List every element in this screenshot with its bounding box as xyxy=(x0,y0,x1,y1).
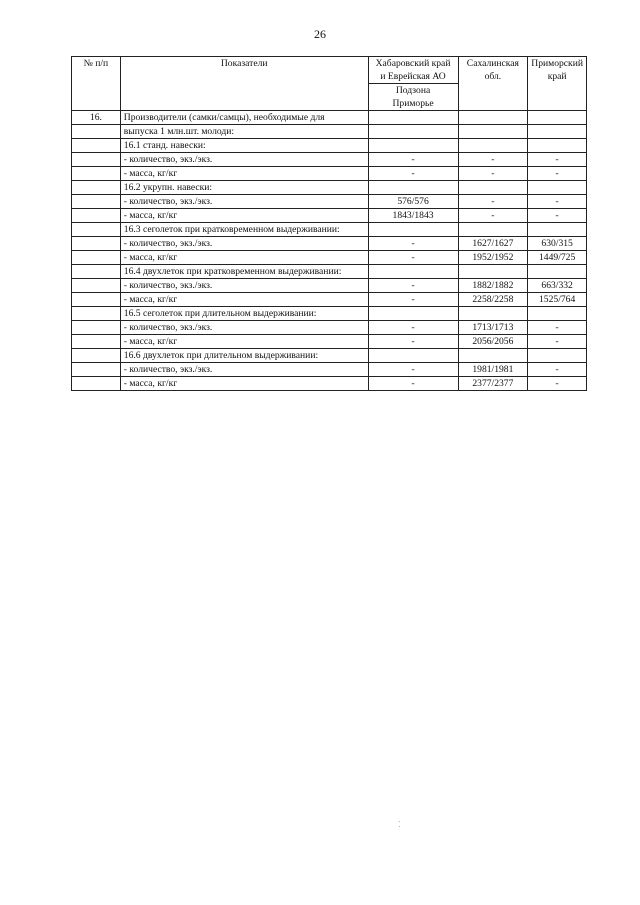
row-number xyxy=(72,265,121,279)
table-row xyxy=(72,139,587,153)
row-number xyxy=(72,321,121,335)
table-row xyxy=(72,377,587,391)
row-number xyxy=(72,307,121,321)
row-sakhalin-value xyxy=(458,111,528,125)
row-sakhalin-value: - xyxy=(458,209,528,223)
table-row xyxy=(72,195,587,209)
header-primorsky-line1: Приморский xyxy=(531,58,583,69)
header-sakhalin xyxy=(458,57,528,111)
row-khabarovsk-value: - xyxy=(368,293,458,307)
table-row xyxy=(72,153,587,167)
row-indicator: - масса, кг/кг xyxy=(120,293,368,307)
row-indicator: - количество, экз./экз. xyxy=(120,279,368,293)
header-indicator-label: Показатели xyxy=(220,58,268,69)
row-primorsky-value: - xyxy=(528,167,587,181)
row-sakhalin-value xyxy=(458,125,528,139)
row-primorsky-value xyxy=(528,223,587,237)
row-primorsky-value: 1525/764 xyxy=(528,293,587,307)
row-number xyxy=(72,363,121,377)
row-number xyxy=(72,139,121,153)
scan-mark: ⁚ xyxy=(398,820,401,829)
row-number xyxy=(72,279,121,293)
row-sakhalin-value xyxy=(458,307,528,321)
row-khabarovsk-value: - xyxy=(368,167,458,181)
row-sakhalin-value: 1627/1627 xyxy=(458,237,528,251)
row-indicator: 16.2 укрупн. навески: xyxy=(120,181,368,195)
row-primorsky-value: - xyxy=(528,209,587,223)
row-sakhalin-value: 2377/2377 xyxy=(458,377,528,391)
row-primorsky-value: - xyxy=(528,153,587,167)
row-primorsky-value xyxy=(528,181,587,195)
row-sakhalin-value xyxy=(458,223,528,237)
header-khabarovsk-line1: Хабаровский край xyxy=(375,58,451,69)
indicators-table xyxy=(71,56,587,391)
row-number xyxy=(72,293,121,307)
row-number xyxy=(72,223,121,237)
row-sakhalin-value: - xyxy=(458,167,528,181)
header-khabarovsk xyxy=(368,57,458,84)
table-row xyxy=(72,237,587,251)
row-indicator: 16.3 сеголеток при кратковременном выдерживании: xyxy=(120,223,368,237)
row-primorsky-value: 663/332 xyxy=(528,279,587,293)
row-sakhalin-value: - xyxy=(458,195,528,209)
row-primorsky-value xyxy=(528,265,587,279)
header-khabarovsk-subzone xyxy=(368,84,458,111)
table-row xyxy=(72,293,587,307)
row-primorsky-value xyxy=(528,349,587,363)
row-sakhalin-value: 2258/2258 xyxy=(458,293,528,307)
header-sakhalin-line2: обл. xyxy=(484,71,502,82)
header-number-label: № п/п xyxy=(83,58,109,69)
row-primorsky-value: 630/315 xyxy=(528,237,587,251)
row-sakhalin-value xyxy=(458,349,528,363)
table-row xyxy=(72,349,587,363)
row-sakhalin-value: 1952/1952 xyxy=(458,251,528,265)
table-body xyxy=(72,111,587,391)
row-khabarovsk-value xyxy=(368,181,458,195)
table-row xyxy=(72,209,587,223)
row-sakhalin-value xyxy=(458,181,528,195)
header-khabarovsk-line2: и Еврейская АО xyxy=(380,71,446,82)
table-row xyxy=(72,167,587,181)
row-sakhalin-value xyxy=(458,265,528,279)
header-subzone-line2: Приморье xyxy=(392,98,434,109)
table-row xyxy=(72,321,587,335)
row-khabarovsk-value: - xyxy=(368,237,458,251)
row-number xyxy=(72,195,121,209)
row-khabarovsk-value: - xyxy=(368,279,458,293)
row-khabarovsk-value: 576/576 xyxy=(368,195,458,209)
row-indicator: - масса, кг/кг xyxy=(120,335,368,349)
row-number xyxy=(72,349,121,363)
page-number: 26 xyxy=(314,27,326,41)
row-indicator: - количество, экз./экз. xyxy=(120,321,368,335)
row-khabarovsk-value: - xyxy=(368,251,458,265)
row-primorsky-value xyxy=(528,111,587,125)
row-primorsky-value: - xyxy=(528,363,587,377)
row-indicator: - количество, экз./экз. xyxy=(120,153,368,167)
table-row xyxy=(72,307,587,321)
row-number xyxy=(72,167,121,181)
row-khabarovsk-value xyxy=(368,125,458,139)
header-indicator xyxy=(120,57,368,111)
table-row xyxy=(72,279,587,293)
row-khabarovsk-value: - xyxy=(368,363,458,377)
row-primorsky-value xyxy=(528,139,587,153)
row-indicator: Производители (самки/самцы), необходимые для xyxy=(120,111,368,125)
row-khabarovsk-value xyxy=(368,111,458,125)
row-khabarovsk-value xyxy=(368,349,458,363)
row-number xyxy=(72,153,121,167)
row-indicator: - количество, экз./экз. xyxy=(120,195,368,209)
row-sakhalin-value: 1882/1882 xyxy=(458,279,528,293)
row-khabarovsk-value xyxy=(368,265,458,279)
row-number xyxy=(72,335,121,349)
row-indicator: - масса, кг/кг xyxy=(120,251,368,265)
row-number xyxy=(72,209,121,223)
table-row xyxy=(72,181,587,195)
row-indicator: - количество, экз./экз. xyxy=(120,363,368,377)
row-number xyxy=(72,237,121,251)
row-khabarovsk-value: - xyxy=(368,321,458,335)
row-indicator: 16.5 сеголеток при длительном выдерживании: xyxy=(120,307,368,321)
row-indicator: - количество, экз./экз. xyxy=(120,237,368,251)
row-sakhalin-value: 1981/1981 xyxy=(458,363,528,377)
table-header xyxy=(72,57,587,111)
row-indicator: - масса, кг/кг xyxy=(120,377,368,391)
row-primorsky-value: - xyxy=(528,195,587,209)
row-sakhalin-value xyxy=(458,139,528,153)
row-primorsky-value: - xyxy=(528,321,587,335)
header-number xyxy=(72,57,121,111)
row-primorsky-value: 1449/725 xyxy=(528,251,587,265)
row-number xyxy=(72,125,121,139)
row-primorsky-value: - xyxy=(528,335,587,349)
row-number: 16. xyxy=(72,111,121,125)
row-indicator: выпуска 1 млн.шт. молоди: xyxy=(120,125,368,139)
row-indicator: 16.6 двухлеток при длительном выдерживании: xyxy=(120,349,368,363)
row-primorsky-value xyxy=(528,307,587,321)
row-indicator: - масса, кг/кг xyxy=(120,209,368,223)
row-khabarovsk-value: - xyxy=(368,377,458,391)
row-indicator: - масса, кг/кг xyxy=(120,167,368,181)
table-row xyxy=(72,335,587,349)
row-khabarovsk-value xyxy=(368,223,458,237)
row-khabarovsk-value: - xyxy=(368,335,458,349)
header-sakhalin-line1: Сахалинская xyxy=(466,58,519,69)
row-sakhalin-value: - xyxy=(458,153,528,167)
row-khabarovsk-value xyxy=(368,139,458,153)
row-indicator: 16.4 двухлеток при кратковременном выдерживании: xyxy=(120,265,368,279)
row-sakhalin-value: 1713/1713 xyxy=(458,321,528,335)
row-sakhalin-value: 2056/2056 xyxy=(458,335,528,349)
row-number xyxy=(72,251,121,265)
table-row xyxy=(72,265,587,279)
header-subzone-line1: Подзона xyxy=(395,85,431,96)
table-row xyxy=(72,363,587,377)
table-row xyxy=(72,111,587,125)
table-row xyxy=(72,223,587,237)
row-khabarovsk-value xyxy=(368,307,458,321)
row-primorsky-value: - xyxy=(528,377,587,391)
row-number xyxy=(72,377,121,391)
row-number xyxy=(72,181,121,195)
row-indicator: 16.1 станд. навески: xyxy=(120,139,368,153)
table-row xyxy=(72,251,587,265)
row-khabarovsk-value: 1843/1843 xyxy=(368,209,458,223)
table-row xyxy=(72,125,587,139)
header-primorsky xyxy=(528,57,587,111)
row-primorsky-value xyxy=(528,125,587,139)
row-khabarovsk-value: - xyxy=(368,153,458,167)
header-primorsky-line2: край xyxy=(547,71,567,82)
